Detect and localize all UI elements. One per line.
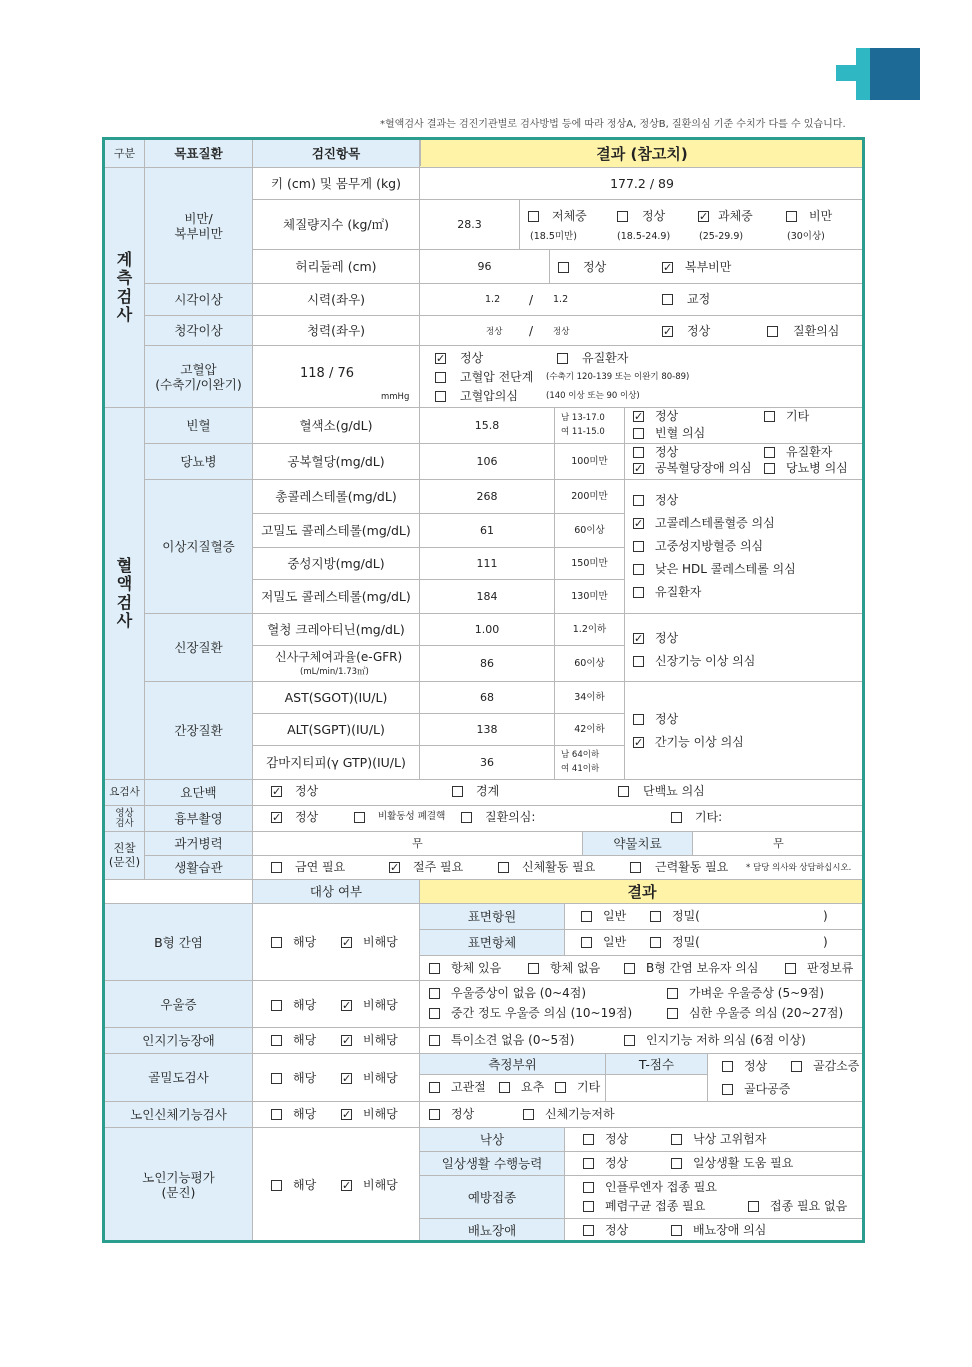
hypertg-checkbox[interactable]: [633, 541, 644, 552]
depression-yes-label: 해당: [293, 998, 317, 1012]
elderly-yes-checkbox[interactable]: [271, 1180, 282, 1191]
result-bmi-options: [520, 200, 865, 250]
bmi-obese-label: 비만: [809, 209, 833, 223]
vision-glasses-label: 교정: [687, 292, 711, 306]
disease-anemia: 빈혈: [145, 408, 253, 444]
header-item: 검진항목: [253, 140, 420, 168]
depression-no-label: 비해당: [363, 998, 398, 1012]
value-ldl: 184: [420, 580, 555, 614]
drink-label: 절주 필요: [413, 860, 464, 874]
hepb-name: B형 간염: [105, 904, 253, 981]
urine-border-checkbox[interactable]: [452, 786, 463, 797]
proteinuria-label: 단백뇨 의심: [643, 784, 705, 798]
hearing-suspect-checkbox[interactable]: [767, 326, 778, 337]
kidney-normal-checkbox[interactable]: ✓: [634, 632, 644, 645]
logo-square: [863, 48, 920, 100]
chest-normal-checkbox[interactable]: ✓: [272, 811, 282, 824]
ab-no-checkbox[interactable]: [528, 963, 539, 974]
header-gubun: 구분: [105, 140, 145, 168]
drug-value: 무: [693, 832, 865, 856]
result-chest: [253, 806, 865, 832]
diabetes-suspect-checkbox[interactable]: [764, 463, 775, 474]
drink-checkbox[interactable]: ✓: [390, 861, 400, 874]
dep-none-checkbox[interactable]: [429, 988, 440, 999]
cog-none-label: 특이소견 없음 (0~5점): [451, 1033, 575, 1047]
anemia-normal-label: 정상: [655, 409, 679, 423]
bp-suspect-label: 고혈압의심: [460, 389, 518, 403]
bone-hip-checkbox[interactable]: [429, 1082, 440, 1093]
bp-patient-label: 유질환자: [582, 351, 629, 365]
item-gfr-label: 신사구체여과율(e-GFR): [275, 650, 403, 664]
bp-value: 118 / 76: [300, 366, 354, 381]
flu-checkbox[interactable]: [583, 1182, 594, 1193]
adl-normal-checkbox[interactable]: [583, 1158, 594, 1169]
waist-obese-checkbox[interactable]: ✓: [663, 261, 673, 274]
bone-name: 골밀도검사: [105, 1054, 253, 1102]
hearing-right: 정상: [553, 327, 570, 337]
urinary-sus-checkbox[interactable]: [671, 1225, 682, 1236]
header-disease: 목표질환: [145, 140, 253, 168]
bp-pre-checkbox[interactable]: [435, 372, 446, 383]
cog-sus-label: 인지기능 저하 의심 (6점 이상): [646, 1033, 806, 1047]
physical-yes-checkbox[interactable]: [271, 1109, 282, 1120]
hearing-normal-label: 정상: [687, 324, 711, 338]
item-hdl: 고밀도 콜레스테롤(mg/dL): [253, 514, 420, 548]
diabetes-normal-checkbox[interactable]: [633, 447, 644, 458]
bmi-underweight-checkbox[interactable]: [528, 211, 539, 222]
glucose-impaired-checkbox[interactable]: ✓: [634, 462, 644, 475]
bmi-underweight-range: (18.5미만): [530, 231, 577, 242]
ref-tc: 200미만: [555, 480, 625, 514]
adl-help-checkbox[interactable]: [671, 1158, 682, 1169]
kidney-suspect-checkbox[interactable]: [633, 656, 644, 667]
disease-diabetes: 당뇨병: [145, 444, 253, 480]
bmi-normal-label: 정상: [642, 209, 666, 223]
result-liver: [625, 682, 865, 780]
antibody-general-label: 일반: [603, 935, 627, 949]
muscle-checkbox[interactable]: [630, 862, 641, 873]
osteoporosis-checkbox[interactable]: [722, 1084, 733, 1095]
physical-low-checkbox[interactable]: [523, 1109, 534, 1120]
hepb-yes-checkbox[interactable]: [271, 937, 282, 948]
disease-vision: 시각이상: [145, 284, 253, 316]
cognitive-name: 인지기능장애: [105, 1028, 253, 1054]
cog-sus-checkbox[interactable]: [624, 1035, 635, 1046]
antigen-general-checkbox[interactable]: [581, 911, 592, 922]
disclaimer-note: *혈액검사 결과는 검진기관별로 검사방법 등에 따라 정상A, 정상B, 질환의심 기준 수치가 다를 수 있습니다.: [380, 119, 846, 130]
antigen-precise-label: 정밀(: [672, 909, 700, 923]
bone-normal-checkbox[interactable]: [722, 1061, 733, 1072]
liver-normal-checkbox[interactable]: [633, 714, 644, 725]
group-blood: 혈 액 검 사: [105, 408, 145, 780]
cognitive-yes-checkbox[interactable]: [271, 1035, 282, 1046]
disease-liver: 간장질환: [145, 682, 253, 780]
value-ast: 68: [420, 682, 555, 714]
pneumo-checkbox[interactable]: [583, 1201, 594, 1212]
bmi-underweight-label: 저체중: [552, 209, 587, 223]
antigen-precise-close: ): [823, 909, 828, 923]
result-height-weight: 177.2 / 89: [420, 168, 865, 200]
dep-none-label: 우울증상이 없음 (0~4점): [451, 986, 587, 1000]
osteopenia-label: 골감소증: [813, 1059, 860, 1073]
bp-normal-checkbox[interactable]: ✓: [436, 352, 446, 365]
disease-history: 과거병력: [145, 832, 253, 856]
hypertg-label: 고중성지방혈증 의심: [655, 539, 764, 553]
vision-glasses-checkbox[interactable]: [662, 294, 673, 305]
pneumo-label: 폐렴구균 접종 필요: [605, 1199, 706, 1213]
anemia-other-label: 기타: [786, 409, 810, 423]
liver-suspect-label: 간기능 이상 의심: [655, 735, 744, 749]
ab-yes-label: 항체 있음: [451, 961, 502, 975]
lipid-patient-checkbox[interactable]: [633, 587, 644, 598]
hepb-hold-checkbox[interactable]: [785, 963, 796, 974]
depression-name: 우울증: [105, 981, 253, 1028]
physical-no-checkbox[interactable]: ✓: [342, 1108, 352, 1121]
antibody-precise-close: ): [823, 935, 828, 949]
flu-label: 인플루엔자 접종 필요: [605, 1180, 717, 1194]
muscle-label: 근력활동 필요: [655, 860, 729, 874]
item-hearing: 청력(좌우): [253, 316, 420, 346]
vision-right: 1.2: [553, 294, 569, 305]
depression-no-checkbox[interactable]: ✓: [342, 999, 352, 1012]
urinary-label: 배뇨장애: [420, 1219, 565, 1243]
urine-normal-label: 정상: [295, 784, 319, 798]
antibody-precise-label: 정밀(: [672, 935, 700, 949]
anemia-normal-checkbox[interactable]: ✓: [634, 410, 644, 423]
hyperchol-checkbox[interactable]: ✓: [634, 517, 644, 530]
item-gfr-unit: (mL/min/1.73㎡): [300, 667, 369, 677]
bp-suspect-range: (140 이상 또는 90 이상): [546, 391, 640, 401]
hyperchol-label: 고콜레스테롤혈증 의심: [655, 516, 775, 530]
hearing-suspect-label: 질환의심: [793, 324, 840, 338]
liver-suspect-checkbox[interactable]: ✓: [634, 736, 644, 749]
kidney-normal-label: 정상: [655, 631, 679, 645]
value-gfr: 86: [420, 646, 555, 682]
item-ggt: 감마지티피(γ GTP)(IU/L): [253, 746, 420, 780]
waist-obese-label: 복부비만: [685, 260, 732, 274]
hearing-normal-checkbox[interactable]: ✓: [663, 325, 673, 338]
ref-gfr: 60이상: [555, 646, 625, 682]
chest-other-label: 기타:: [695, 810, 723, 824]
hepb-yes-label: 해당: [293, 935, 317, 949]
vision-left: 1.2: [485, 294, 501, 305]
item-ast: AST(SGOT)(IU/L): [253, 682, 420, 714]
vision-slash: /: [529, 293, 534, 307]
urinary-sus-label: 배뇨장애 의심: [693, 1223, 767, 1237]
dep-severe-label: 심한 우울증 의심 (20~27점): [689, 1006, 844, 1020]
anemia-other-checkbox[interactable]: [764, 411, 775, 422]
bone-other-checkbox[interactable]: [555, 1082, 566, 1093]
header-target: 대상 여부: [253, 880, 420, 904]
fall-risk-label: 낙상 고위험자: [693, 1132, 767, 1146]
lipid-normal-label: 정상: [655, 493, 679, 507]
carrier-label: B형 간염 보유자 의심: [646, 961, 759, 975]
physical-name: 노인신체기능검사: [105, 1102, 253, 1128]
bone-yes-label: 해당: [293, 1071, 317, 1085]
ref-alt: 42이하: [555, 714, 625, 746]
fall-normal-label: 정상: [605, 1132, 629, 1146]
bone-yes-checkbox[interactable]: [271, 1073, 282, 1084]
dep-severe-checkbox[interactable]: [667, 1008, 678, 1019]
consult-note: * 담당 의사와 상담하십시오.: [746, 863, 852, 873]
antigen-precise-checkbox[interactable]: [650, 911, 661, 922]
item-vision: 시력(좌우): [253, 284, 420, 316]
result-kidney: [625, 614, 865, 682]
bmi-overweight-label: 과체중: [718, 209, 753, 223]
antigen-general-label: 일반: [603, 909, 627, 923]
hepb-hold-label: 판정보류: [807, 961, 854, 975]
dep-mod-label: 중간 정도 우울증 의심 (10~19점): [451, 1006, 633, 1020]
hepb-antibody-label: 표면항체: [420, 930, 565, 956]
chest-suspect-label: 질환의심:: [485, 810, 536, 824]
elderly-yes-label: 해당: [293, 1178, 317, 1192]
vacc-label: 예방접종: [420, 1176, 565, 1219]
logo-bar-vertical: [856, 48, 870, 100]
bp-suspect-checkbox[interactable]: [435, 391, 446, 402]
ref-hb-male: 남 13-17.0: [561, 413, 605, 423]
header-result2: 결과: [420, 880, 865, 904]
bmi-overweight-range: (25-29.9): [699, 231, 744, 242]
hepb-no-label: 비해당: [363, 935, 398, 949]
kidney-suspect-label: 신장기능 이상 의심: [655, 654, 756, 668]
group-imaging: 영상 검사: [105, 806, 145, 832]
physical-normal-checkbox[interactable]: [429, 1109, 440, 1120]
elderly-name: 노인기능평가 (문진): [105, 1128, 253, 1243]
disease-hearing: 청각이상: [145, 316, 253, 346]
lipid-normal-checkbox[interactable]: [633, 495, 644, 506]
hepb-antigen-label-cell: [420, 140, 421, 166]
bmi-normal-checkbox[interactable]: [617, 211, 628, 222]
hepb-no-checkbox[interactable]: ✓: [342, 936, 352, 949]
group-exam: 진찰 (문진): [105, 832, 145, 880]
fall-label: 낙상: [420, 1128, 565, 1152]
diabetes-suspect-label: 당뇨병 의심: [786, 461, 848, 475]
value-glucose: 106: [420, 444, 555, 480]
urinary-normal-checkbox[interactable]: [583, 1225, 594, 1236]
physical-no-label: 비해당: [363, 1107, 398, 1121]
fall-risk-checkbox[interactable]: [671, 1134, 682, 1145]
bmi-normal-range: (18.5-24.9): [617, 231, 671, 242]
physical-yes-label: 해당: [293, 1107, 317, 1121]
urine-border-label: 경계: [476, 784, 500, 798]
value-hb: 15.8: [420, 408, 555, 444]
fall-normal-checkbox[interactable]: [583, 1134, 594, 1145]
carrier-checkbox[interactable]: [624, 963, 635, 974]
disease-urine: 요단백: [145, 780, 253, 806]
bp-normal-label: 정상: [460, 351, 484, 365]
ref-tg: 150미만: [555, 548, 625, 580]
chest-tb-checkbox[interactable]: [354, 812, 365, 823]
ref-ggt-male: 남 64이하: [561, 750, 600, 760]
depression-yes-checkbox[interactable]: [271, 1000, 282, 1011]
bone-site-header: 측정부위: [420, 1054, 606, 1075]
dep-mod-checkbox[interactable]: [429, 1008, 440, 1019]
urinary-normal-label: 정상: [605, 1223, 629, 1237]
bone-no-label: 비해당: [363, 1071, 398, 1085]
disease-kidney: 신장질환: [145, 614, 253, 682]
chest-normal-label: 정상: [295, 810, 319, 824]
ab-yes-checkbox[interactable]: [429, 963, 440, 974]
physical-low-label: 신체기능저하: [545, 1107, 615, 1121]
ab-no-label: 항체 없음: [550, 961, 601, 975]
antibody-precise-checkbox[interactable]: [650, 937, 661, 948]
item-tc: 총콜레스테롤(mg/dL): [253, 480, 420, 514]
lipid-patient-label: 유질환자: [655, 585, 702, 599]
chest-other-checkbox[interactable]: [671, 812, 682, 823]
history-value: 무: [253, 832, 583, 856]
item-cr: 혈청 크레아티닌(mg/dL): [253, 614, 420, 646]
value-hdl: 61: [420, 514, 555, 548]
bone-tscore-cell: [606, 1075, 708, 1102]
urine-normal-checkbox[interactable]: ✓: [272, 785, 282, 798]
elderly-no-checkbox[interactable]: ✓: [342, 1179, 352, 1192]
value-alt: 138: [420, 714, 555, 746]
smoke-label: 금연 필요: [295, 860, 346, 874]
dep-mild-label: 가벼운 우울증상 (5~9점): [689, 986, 825, 1000]
bone-spine-checkbox[interactable]: [499, 1082, 510, 1093]
elderly-no-label: 비해당: [363, 1178, 398, 1192]
disease-habit: 생활습관: [145, 856, 253, 880]
exercise-checkbox[interactable]: [498, 862, 509, 873]
bp-pre-range: (수축기 120-139 또는 이완기 80-89): [546, 372, 690, 382]
disease-obesity: 비만/ 복부비만: [145, 168, 253, 284]
physical-result: [420, 1102, 865, 1128]
chest-tb-label: 비활동성 폐결핵: [378, 811, 446, 822]
adl-label: 일상생활 수행능력: [420, 1152, 565, 1176]
bone-hip-label: 고관절: [451, 1080, 486, 1094]
bmi-overweight-checkbox[interactable]: ✓: [699, 210, 709, 223]
bone-no-checkbox[interactable]: ✓: [342, 1072, 352, 1085]
osteoporosis-label: 골다공증: [744, 1082, 791, 1096]
ref-ast: 34이하: [555, 682, 625, 714]
ref-cr: 1.2이하: [555, 614, 625, 646]
diabetes-patient-checkbox[interactable]: [764, 447, 775, 458]
cognitive-yes-label: 해당: [293, 1033, 317, 1047]
bone-other-label: 기타: [577, 1080, 601, 1094]
anemia-suspect-checkbox[interactable]: [633, 428, 644, 439]
liver-normal-label: 정상: [655, 712, 679, 726]
ref-hdl: 60이상: [555, 514, 625, 548]
exercise-label: 신체활동 필요: [522, 860, 596, 874]
diabetes-normal-label: 정상: [655, 445, 679, 459]
item-bmi: 체질량지수 (kg/㎡): [253, 200, 420, 250]
hearing-left: 정상: [486, 327, 503, 337]
ref-ggt-female: 여 41이하: [561, 764, 600, 774]
bp-pre-label: 고혈압 전단계: [460, 370, 534, 384]
value-tg: 111: [420, 548, 555, 580]
value-cr: 1.00: [420, 614, 555, 646]
anemia-suspect-label: 빈혈 의심: [655, 426, 706, 440]
item-alt: ALT(SGPT)(IU/L): [253, 714, 420, 746]
group-measure: 계 측 검 사: [105, 168, 145, 408]
disease-bp: 고혈압 (수축기/이완기): [145, 346, 253, 408]
waist-normal-label: 정상: [583, 260, 607, 274]
item-height-weight: 키 (cm) 및 몸무게 (kg): [253, 168, 420, 200]
vacc-none-label: 접종 필요 없음: [770, 1199, 848, 1213]
chest-suspect-checkbox[interactable]: [461, 812, 472, 823]
bmi-obese-range: (30이상): [787, 231, 825, 242]
cognitive-no-label: 비해당: [363, 1033, 398, 1047]
bone-normal-label: 정상: [744, 1059, 768, 1073]
ref-hb-female: 여 11-15.0: [561, 427, 605, 437]
cognitive-no-checkbox[interactable]: ✓: [342, 1034, 352, 1047]
waist-normal-checkbox[interactable]: [558, 262, 569, 273]
bmi-obese-checkbox[interactable]: [786, 211, 797, 222]
item-hb: 혈색소(g/dL): [253, 408, 420, 444]
value-tc: 268: [420, 480, 555, 514]
item-glucose: 공복혈당(mg/dL): [253, 444, 420, 480]
result-waist-value: 96: [420, 250, 550, 284]
smoke-checkbox[interactable]: [271, 862, 282, 873]
drug-label: 약물치료: [583, 832, 693, 856]
hearing-slash: /: [529, 324, 534, 338]
bp-patient-checkbox[interactable]: [557, 353, 568, 364]
ref-glucose: 100미만: [555, 444, 625, 480]
adl-help-label: 일상생활 도움 필요: [693, 1156, 794, 1170]
physical-normal-label: 정상: [451, 1107, 475, 1121]
adl-normal-label: 정상: [605, 1156, 629, 1170]
lowhdl-label: 낮은 HDL 콜레스테롤 의심: [655, 562, 796, 576]
disease-chest: 흉부촬영: [145, 806, 253, 832]
lowhdl-checkbox[interactable]: [633, 564, 644, 575]
bone-tscore-header: T-점수: [606, 1054, 708, 1075]
item-ldl: 저밀도 콜레스테롤(mg/dL): [253, 580, 420, 614]
section2-blank: [105, 880, 253, 904]
value-ggt: 36: [420, 746, 555, 780]
disease-lipid: 이상지질혈증: [145, 480, 253, 614]
bone-spine-label: 요추: [521, 1080, 545, 1094]
antibody-general-checkbox[interactable]: [581, 937, 592, 948]
item-tg: 중성지방(mg/dL): [253, 548, 420, 580]
item-waist: 허리둘레 (cm): [253, 250, 420, 284]
health-checkup-table: [102, 137, 865, 1243]
result-urine: [253, 780, 865, 806]
cog-none-checkbox[interactable]: [429, 1035, 440, 1046]
hepb-antigen-label: 표면항원: [420, 904, 565, 930]
result-bmi-value: 28.3: [420, 200, 520, 250]
header-result: 결과 (참고치): [420, 140, 865, 168]
osteopenia-checkbox[interactable]: [791, 1061, 802, 1072]
proteinuria-checkbox[interactable]: [618, 786, 629, 797]
dep-mild-checkbox[interactable]: [667, 988, 678, 999]
bp-unit: mmHg: [381, 392, 410, 402]
diabetes-patient-label: 유질환자: [786, 445, 833, 459]
vacc-none-checkbox[interactable]: [748, 1201, 759, 1212]
group-urine: 요검사: [105, 780, 145, 806]
ref-ldl: 130미만: [555, 580, 625, 614]
glucose-impaired-label: 공복혈당장애 의심: [655, 461, 752, 475]
